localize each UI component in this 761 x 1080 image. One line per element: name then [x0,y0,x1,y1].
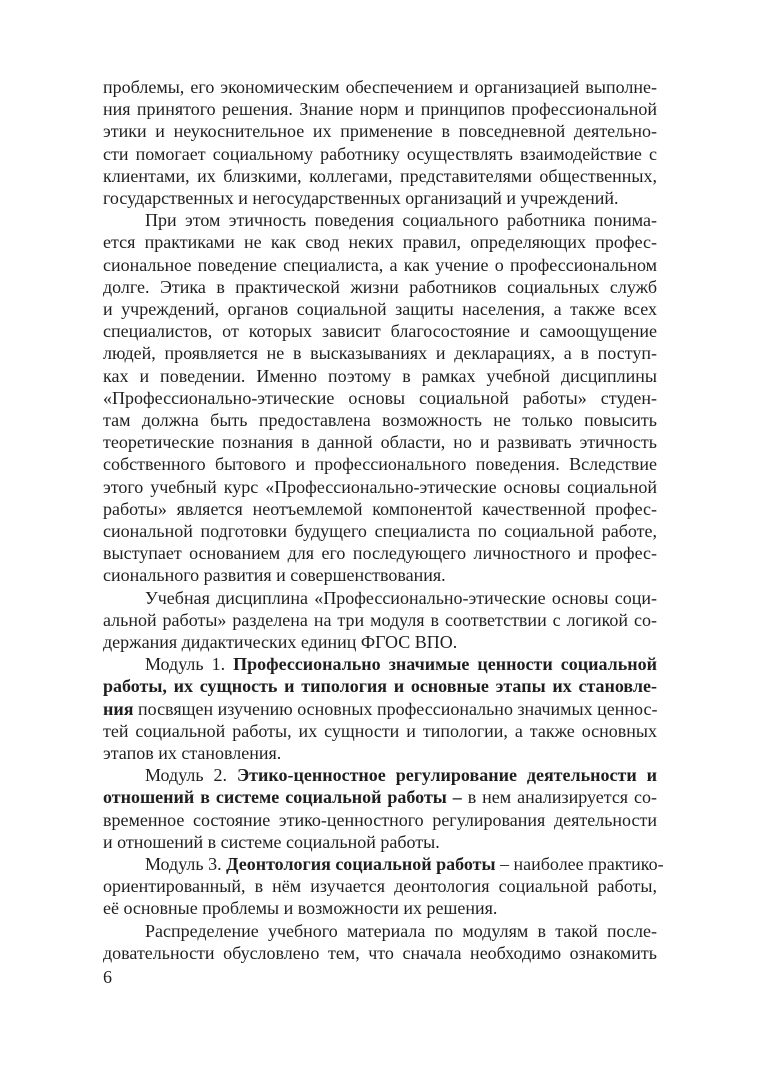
text-segment: собственного бытового и профессионального поведения. Вследствие [103,454,657,475]
text-line [103,143,657,165]
text-line [145,587,657,609]
text-segment: в нем анализируется со- [461,787,658,808]
text-segment: выступает основанием для его последующего личностного и профес- [103,543,657,564]
text-segment: ния принятого решения. Знание норм и принципов профессиональной [103,99,657,120]
text-segment: Модуль 1. [145,654,234,675]
bold-text: ния [103,698,134,719]
text-line [145,209,657,231]
text-line [103,298,657,320]
text-line [103,831,657,853]
text-segment: ках и поведении. Именно поэтому в рамках учебной дисциплины [103,365,657,386]
text-line [103,387,657,409]
text-line [103,875,657,897]
text-segment: этики и неукоснительное их применение в повседневной деятельно- [103,121,657,142]
bold-text: Деонтология социальной работы [226,854,496,874]
text-segment: там должна быть предоставлена возможность не только повысить [103,410,657,430]
text-segment: теоретические познания в данной области, но и развивать этичность [103,432,657,453]
text-line [103,631,657,653]
text-segment: долге. Этика в практической жизни работников социальных служб [103,276,657,297]
text-line [103,609,657,631]
text-segment: её основные проблемы и возможности их решения. [103,898,498,919]
text-line [103,942,657,964]
text-segment: При этом этичность поведения социального работника понима- [145,210,657,231]
text-line [103,476,657,498]
text-line [103,897,657,919]
text-line [103,431,657,453]
text-line [103,564,657,586]
text-line [103,276,657,298]
text-line [103,365,657,387]
text-segment: ориентированный, в нём изучается деонтология социальной работы, [103,876,657,897]
text-segment: этапов их становления. [103,743,282,763]
text-segment: государственных и негосударственных организаций и учреждений. [103,188,619,208]
text-segment: сти помогает социальному работнику осуществлять взаимодействие с [103,143,657,164]
text-line [103,720,657,742]
bold-text: работы, их сущность и типология и основные этапы их становле- [103,676,657,697]
bold-text: отношений в системе социальной работы – [103,787,462,808]
text-segment: Модуль 3. [145,854,227,874]
text-segment: клиентами, их близкими, коллегами, представителями общественных, [103,165,657,186]
text-line [103,675,657,697]
bold-text: Профессионально значимые ценности социальной [233,654,657,675]
text-segment: посвящен изучению основных профессионально значимых ценнос- [133,698,658,719]
text-segment: людей, проявляется не в высказываниях и декларациях, а в поступ- [103,343,657,364]
text-line [103,98,657,120]
text-line [103,320,657,342]
text-segment: ется практиками не как свод неких правил, определяющих профес- [103,232,657,253]
text-line [103,453,657,475]
text-segment: и отношений в системе социальной работы. [103,831,440,852]
text-segment: «Профессионально-этические основы социальной работы» студен- [103,387,657,408]
text-line [103,254,657,276]
text-segment: сиональной подготовки будущего специалиста по социальной работе, [103,521,657,541]
text-segment: временное состояние этико-ценностного регулирования деятельности [103,809,657,830]
text-line [103,520,657,542]
text-line [145,920,657,942]
text-line [103,342,657,364]
text-segment: сиональное поведение специалиста, а как учение о профессиональном [103,254,657,275]
text-line [103,786,657,808]
page-number: 6 [103,967,112,987]
text-line [145,653,657,675]
text-segment: работы» является неотъемлемой компонентой качественной профес- [103,498,657,519]
text-segment: и учреждений, органов социальной защиты населения, а также всех [103,299,657,319]
text-segment: этого учебный курс «Профессионально-этические основы социальной [103,476,657,497]
text-segment: Модуль 2. [145,765,237,786]
text-line [145,764,657,786]
text-segment: проблемы, его экономическим обеспечением и организацией выполне- [103,77,657,97]
text-segment: Распределение учебного материала по модулям в такой после- [145,920,657,941]
text-line [103,742,657,764]
text-line [103,498,657,520]
text-segment: тей социальной работы, их сущности и типологии, а также основных [103,720,657,741]
text-segment: держания дидактических единиц ФГОС ВПО. [103,632,458,652]
text-line [145,853,664,875]
text-segment: довательности обусловлено тем, что сначала необходимо ознакомить [103,942,657,963]
text-line [103,542,657,564]
text-line [103,76,657,98]
text-segment: – наиболее практико- [495,854,664,874]
text-line [103,698,657,720]
text-segment: сионального развития и совершенствования. [103,565,446,586]
text-segment: альной работы» разделена на три модуля в соответствии с логикой со- [103,609,657,630]
text-line [103,409,657,431]
text-segment: специалистов, от которых зависит благосостояние и самоощущение [103,321,657,342]
text-line [103,809,657,831]
text-segment: Учебная дисциплина «Профессионально-этические основы соци- [145,587,657,608]
text-line [103,231,657,253]
text-line [103,187,657,209]
bold-text: Этико-ценностное регулирование деятельности и [236,765,657,786]
text-line [103,165,657,187]
text-line [103,120,657,142]
